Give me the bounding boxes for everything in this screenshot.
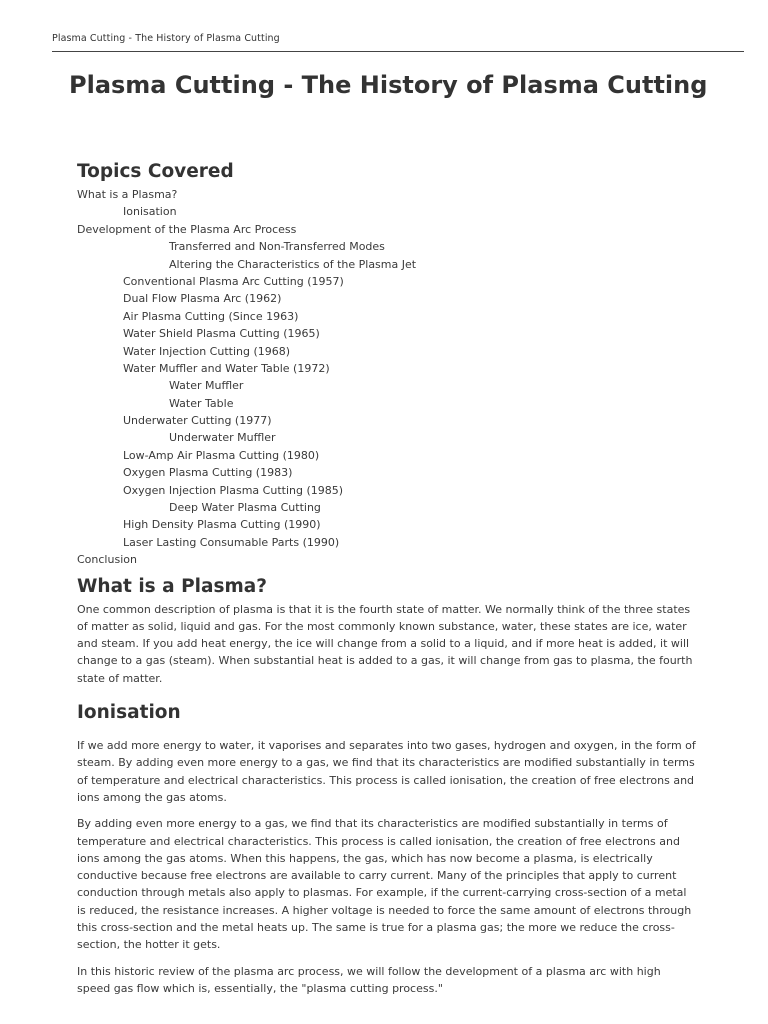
article-content — [77, 158, 697, 997]
toc-item[interactable]: Low-Amp Air Plasma Cutting (1980) — [123, 448, 320, 462]
toc-item[interactable]: Conventional Plasma Arc Cutting (1957) — [123, 274, 344, 288]
toc-item[interactable]: Water Injection Cutting (1968) — [123, 344, 291, 358]
section-paragraph: One common description of plasma is that it is the fourth state of matter. We normally think of the three states of matter as solid, liquid and gas. For the most commonly known substance, water, these states are ice, water and steam. If you add heat energy, the ice will change from a solid to a liquid, and if more heat is added, it will change to a gas (steam). When substantial heat is added to a gas, it will change from gas to plasma, the fourth state of matter. — [77, 602, 693, 685]
toc-item[interactable]: What is a Plasma? — [77, 188, 178, 201]
toc-item[interactable]: Air Plasma Cutting (Since 1963) — [123, 309, 299, 323]
toc-item[interactable]: Development of the Plasma Arc Process — [77, 222, 297, 236]
header-divider — [52, 51, 744, 52]
toc-item[interactable]: Laser Lasting Consumable Parts (1990) — [123, 535, 340, 549]
section-heading-what-is-plasma: What is a Plasma? — [77, 575, 267, 597]
running-header: Plasma Cutting - The History of Plasma Cutting — [52, 33, 280, 44]
page-title: Plasma Cutting - The History of Plasma Cutting — [69, 71, 708, 99]
toc-item[interactable]: Oxygen Plasma Cutting (1983) — [123, 466, 293, 480]
toc-item[interactable]: Underwater Cutting (1977) — [123, 414, 272, 428]
toc-item[interactable]: Water Shield Plasma Cutting (1965) — [123, 327, 320, 341]
section-paragraph: By adding even more energy to a gas, we find that its characteristics are modified substantially in terms of temperature and electrical characteristics. This process is called ionisation, the creation of free electrons and ions among the gas atoms. When this happens, the gas, which has now become a plasma, is electrically conductive because free electrons are available to carry current. Many of the principles that apply to current conduction through metals also apply to plasmas. For example, if the current-carrying cross-section of a metal is reduced, the resistance increases. A higher voltage is needed to force the same amount of electrons through this cross-section and the metal heats up. The same is true for a plasma gas; the more we reduce the cross-section, the hotter it gets. — [77, 817, 692, 952]
toc-item[interactable]: Underwater Muffler — [169, 431, 276, 445]
toc-heading: Topics Covered — [77, 161, 234, 182]
toc-item[interactable]: Conclusion — [77, 553, 137, 567]
toc-item[interactable]: Dual Flow Plasma Arc (1962) — [123, 292, 282, 306]
toc-item[interactable]: Deep Water Plasma Cutting — [169, 501, 321, 515]
section-paragraph: In this historic review of the plasma arc process, we will follow the development of a plasma arc with high speed gas flow which is, essentially, the "plasma cutting process." — [77, 964, 661, 995]
toc-item[interactable]: High Density Plasma Cutting (1990) — [123, 518, 321, 532]
toc-item[interactable]: Water Table — [169, 396, 234, 410]
toc-item[interactable]: Ionisation — [123, 205, 177, 219]
table-of-contents — [77, 186, 697, 569]
toc-item[interactable]: Water Muffler and Water Table (1972) — [123, 361, 330, 375]
toc-item[interactable]: Oxygen Injection Plasma Cutting (1985) — [123, 483, 344, 497]
section-paragraph: If we add more energy to water, it vaporises and separates into two gases, hydrogen and oxygen, in the form of steam. By adding even more energy to a gas, we find that its characteristics are modified substantially in terms of temperature and electrical characteristics. This process is called ionisation, the creation of free electrons and ions among the gas atoms. — [77, 739, 696, 804]
section-heading-ionisation: Ionisation — [77, 702, 181, 724]
toc-item[interactable]: Water Muffler — [169, 379, 244, 393]
toc-item[interactable]: Altering the Characteristics of the Plasma Jet — [169, 257, 417, 271]
toc-item[interactable]: Transferred and Non-Transferred Modes — [169, 240, 385, 254]
